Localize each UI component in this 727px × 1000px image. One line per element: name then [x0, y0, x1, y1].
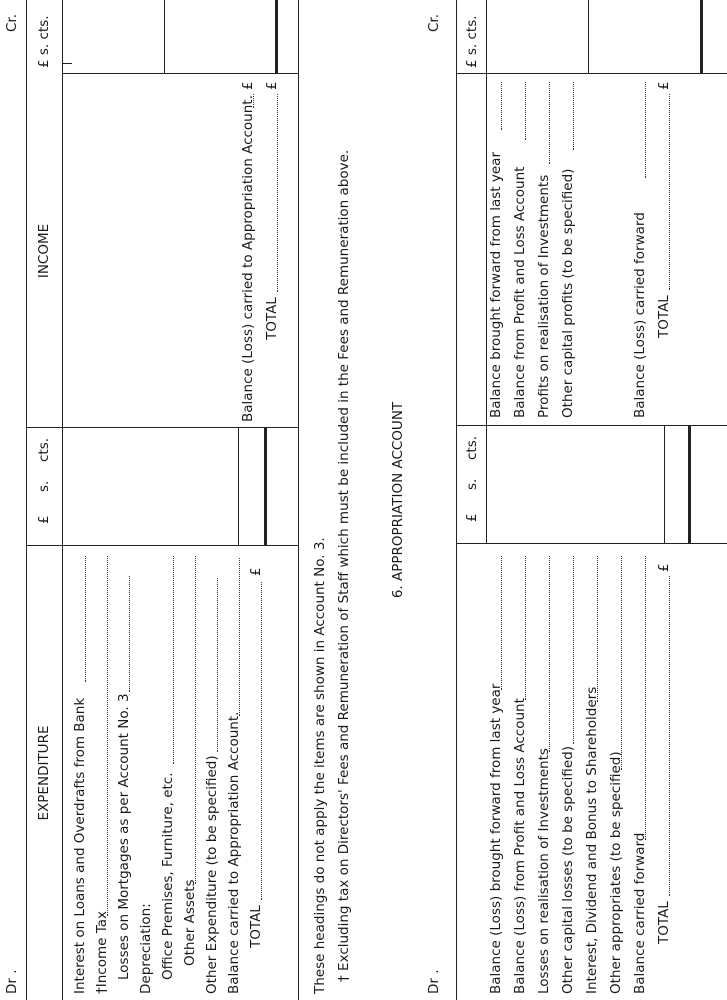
dot-leader: [549, 556, 550, 752]
dot-leader: [85, 556, 86, 682]
appropriation-right-money-box-bottom: [700, 0, 703, 74]
exp-money-box-bottom: [264, 428, 267, 546]
dot-leader: [173, 556, 174, 764]
dot-leader: [501, 556, 502, 690]
expenditure-total-label: TOTAL: [248, 905, 264, 948]
appropriation-right-item: Balance brought forward from last year: [488, 152, 504, 418]
appropriation-left-item: Balance (Loss) from Profit and Loss Account: [512, 698, 528, 994]
appropriation-left-money-box-top: [664, 426, 665, 544]
appropriation-right-item: Other capital profits (to be specified): [560, 168, 576, 418]
appropriation-right-item: Profits on realisation of Investments: [536, 174, 552, 418]
appropriation-left-item: Balance (Loss) brought forward from last year: [488, 683, 504, 994]
dot-leader: [597, 556, 598, 702]
dot-leader: [669, 576, 670, 896]
expenditure-item: Other Expenditure (to be specified): [204, 755, 220, 994]
appropriation-left-item: Interest, Dividend and Bonus to Shareholders: [584, 686, 600, 994]
top-rule: [26, 0, 27, 1000]
appropriation-left-money-box-bottom: [688, 426, 691, 544]
appropriation-right-total-label: TOTAL: [656, 295, 672, 338]
dr-label: Dr .: [4, 969, 20, 994]
bottom-rule: [298, 0, 299, 1000]
appropriation-left-item: Balance carried forward: [632, 832, 648, 994]
appropriation-title: 6. APPROPRIATION ACCOUNT: [390, 401, 406, 599]
dot-leader: [645, 82, 646, 178]
expenditure-money-divider: [26, 545, 298, 546]
inc-money-box-bottom: [275, 0, 278, 74]
dot-leader: [573, 82, 574, 150]
appropriation-left-money-divider: [456, 543, 727, 544]
appropriation-right-item: Balance from Profit and Loss Account: [512, 166, 528, 418]
appropriation-cr-label: Cr.: [426, 13, 442, 32]
money-shillings-header: s.: [36, 480, 52, 492]
expenditure-item: Depreciation:: [138, 903, 154, 994]
dot-leader: [253, 94, 254, 108]
appropriation-right-money-divider: [456, 73, 727, 74]
income-total-currency: £: [264, 81, 280, 90]
inc-money-stub: [62, 63, 72, 64]
dot-leader: [107, 556, 108, 916]
income-money-divider: [62, 73, 298, 74]
expenditure-item: †Income Tax: [94, 911, 110, 994]
dot-leader: [525, 82, 526, 140]
dot-leader: [261, 582, 262, 900]
header-rule: [62, 0, 63, 1000]
appropriation-income-money-header: £ s. cts.: [464, 15, 480, 68]
appropriation-right-item: Balance (Loss) carried forward: [632, 212, 648, 418]
dot-leader: [525, 556, 526, 700]
dot-leader: [573, 556, 574, 744]
appropriation-money-pound-header: £: [464, 513, 480, 522]
dot-leader: [669, 94, 670, 290]
income-item: Balance (Loss) carried to Appropriation Account.: [240, 95, 256, 422]
cr-label: Cr.: [4, 13, 20, 32]
dot-leader: [217, 578, 218, 752]
appropriation-left-total-currency: £: [656, 563, 672, 572]
expenditure-item: Losses on Mortgages as per Account No. 3: [116, 693, 132, 980]
appropriation-centre-divider: [456, 425, 727, 426]
appropriation-money-shillings-header: s.: [464, 478, 480, 490]
exp-money-box-top: [238, 428, 239, 546]
centre-divider: [26, 427, 298, 428]
appropriation-money-cents-header: cts.: [464, 435, 480, 460]
footnote-2: † Excluding tax on Directors' Fees and Remuneration of Staff which must be included in the Fees and Remuneration above.: [336, 149, 352, 982]
appropriation-left-item: Other appropriates (to be specified): [608, 751, 624, 994]
appropriation-right-money-box-top: [588, 0, 589, 74]
income-total-label: TOTAL: [264, 297, 280, 340]
dot-leader: [277, 94, 278, 292]
expenditure-item: Office Premises, Furniture, etc.: [160, 772, 176, 980]
dot-leader: [129, 576, 130, 692]
dot-leader: [239, 558, 240, 716]
income-item-currency: £: [240, 81, 256, 90]
appropriation-header-rule: [486, 0, 487, 544]
appropriation-dr-label: Dr .: [426, 969, 442, 994]
dot-leader: [621, 556, 622, 770]
appropriation-left-total-label: TOTAL: [656, 901, 672, 944]
dot-leader: [549, 82, 550, 164]
appropriation-top-rule: [456, 0, 457, 1000]
expenditure-item: Balance carried to Appropriation Account.: [226, 711, 242, 994]
income-header: INCOME: [36, 223, 52, 279]
footnote-1: These headings do not apply the items are shown in Account No. 3.: [312, 537, 328, 994]
dot-leader: [195, 556, 196, 884]
dot-leader: [645, 556, 646, 840]
income-money-header: £ s. cts.: [36, 15, 52, 68]
expenditure-total-currency: £: [248, 567, 264, 576]
expenditure-item: Interest on Loans and Overdrafts from Bank: [72, 697, 88, 994]
dot-leader: [501, 82, 502, 130]
expenditure-item: Other Assets: [182, 879, 198, 966]
appropriation-left-item: Losses on realisation of Investments: [536, 748, 552, 994]
money-pound-header: £: [36, 515, 52, 524]
inc-money-box-top: [164, 0, 165, 74]
appropriation-right-total-currency: £: [656, 81, 672, 90]
appropriation-left-item: Other capital losses (to be specified): [560, 746, 576, 994]
expenditure-header: EXPENDITURE: [36, 725, 52, 821]
money-cents-header: cts.: [36, 437, 52, 462]
